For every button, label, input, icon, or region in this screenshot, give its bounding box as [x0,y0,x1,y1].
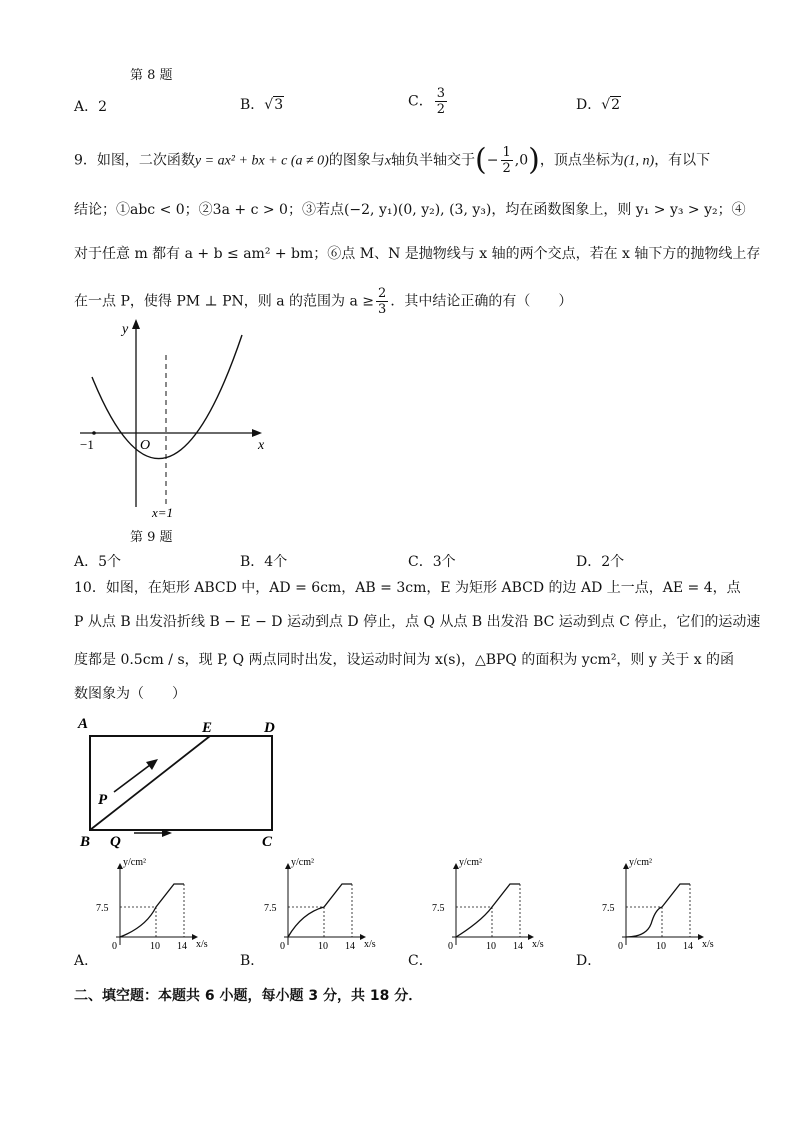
y-label: y [122,322,129,337]
p-arrow-head [146,759,158,770]
label-p: P [98,792,108,808]
label-q: Q [110,834,121,850]
graph-y-value: 7.5 [96,903,109,914]
graph-y-unit: y/cm² [629,857,652,868]
graph-y-unit: y/cm² [291,857,314,868]
graph-origin: 0 [112,941,117,952]
graph-curve [288,884,352,937]
graph-y-unit: y/cm² [123,857,146,868]
label-e: E [202,720,213,736]
graph-x10: 10 [486,941,496,952]
q10-option-b[interactable]: B． [240,953,265,969]
q10-graph-a [90,855,220,955]
graph-x10: 10 [150,941,160,952]
q10-option-a[interactable]: A． [74,953,99,969]
fraction-3-2: $\frac{3}{2}$ [436,86,445,117]
x-axis-arrow [252,429,262,437]
minus-one-label: −1 [80,437,94,452]
option-letter: B． [240,97,265,113]
q9-parabola-figure [72,315,282,520]
graph-x14: 14 [177,941,187,952]
graph-curve [120,884,184,937]
q10-rectangle-figure [72,712,292,850]
fraction-2-3: $\frac{2}{3}$ [378,286,387,317]
option-value: 2 [98,99,108,115]
graph-x-unit: x/s [196,939,208,950]
graph-curve [626,884,690,937]
x-label: x [258,438,265,453]
q8-option-a[interactable] [74,96,107,116]
origin-label: O [140,438,151,453]
q8-caption: 第 8 题 [130,68,173,83]
label-a: A [78,716,89,732]
graph-x-unit: x/s [702,939,714,950]
q9-function: y = ax² + bx + c (a ≠ 0) [194,153,329,169]
q9-vertex: (1, n) [623,153,655,169]
q10-option-c[interactable]: C． [408,953,433,969]
graph-x14: 14 [513,941,523,952]
q8-option-c[interactable] [408,86,449,117]
q9-option-c[interactable]: C．3个 [408,554,456,570]
q10-line-1: 10．如图，在矩形 ABCD 中，AD = 6cm，AB = 3cm，E 为矩形 ABCD 的边 AD 上一点，AE = 4，点 [74,580,741,596]
q10-graph-c [426,855,556,955]
graph-y-value: 7.5 [432,903,445,914]
graph-y-unit: y/cm² [459,857,482,868]
graph-y-value: 7.5 [264,903,277,914]
q9-line-2: 结论；①abc < 0；②3a + c > 0；③若点(−2, y₁)(0, y₂), (3, y₃)，均在函数图象上，则 y₁ > y₃ > y₂；④ [74,202,746,218]
q8-option-d[interactable] [576,94,621,114]
graph-x10: 10 [318,941,328,952]
graph-x-unit: x/s [364,939,376,950]
graph-x14: 14 [683,941,693,952]
q10-graph-d [596,855,726,955]
q10-line-2: P 从点 B 出发沿折线 B − E − D 运动到点 D 停止，点 Q 从点 B 出发沿 BC 运动到点 C 停止，它们的运动速 [74,614,761,630]
graph-origin: 0 [618,941,623,952]
sqrt-3: √3 [264,97,284,113]
q10-line-3: 度都是 0.5cm / s，现 P, Q 两点同时出发，设运动时间为 x(s)，△BPQ 的面积为 ycm²，则 y 关于 x 的函 [74,652,735,668]
parabola-curve [92,335,242,459]
option-letter: D． [576,97,602,113]
q9-line-3: 对于任意 m 都有 a + b ≤ am² + bm；⑥点 M、N 是抛物线与 x 轴的两个交点，若在 x 轴下方的抛物线上存 [74,246,761,262]
rectangle-abcd [90,736,272,830]
q9-line-4: 在一点 P，使得 PM ⊥ PN，则 a 的范围为 a ≥ $\frac{2}{3}$ ．其中结论正确的有（ ） [74,286,573,317]
point-minus-one [92,431,96,435]
graph-origin: 0 [448,941,453,952]
q8-option-b[interactable] [240,94,284,114]
axis-eq-label: x=1 [152,505,174,520]
q9-option-b[interactable]: B．4个 [240,554,288,570]
q9-line-1: 9．如图，二次函数y = ax² + bx + c (a ≠ 0)的图象与x轴负半轴交于(− $\frac{1}{2}$ ,0)，顶点坐标为(1, n)，有以下 [74,142,711,178]
segment-be [90,736,210,830]
q10-graph-b [258,855,388,955]
label-c: C [262,834,273,850]
graph-x-unit: x/s [532,939,544,950]
graph-origin: 0 [280,941,285,952]
q10-line-4: 数图象为（ ） [74,686,186,702]
y-axis-arrow [132,319,140,329]
section-2-header: 二、填空题：本题共 6 小题，每小题 3 分，共 18 分． [74,988,423,1004]
q9-caption: 第 9 题 [130,530,173,545]
option-letter: A． [74,99,99,115]
label-b: B [80,834,91,850]
p-direction-arrow [114,762,154,792]
label-d: D [264,720,275,736]
sqrt-2: √2 [601,97,621,113]
graph-x14: 14 [345,941,355,952]
option-letter: C． [408,93,433,110]
graph-y-value: 7.5 [602,903,615,914]
q10-option-d[interactable]: D． [576,953,602,969]
fraction-1-2: $\frac{1}{2}$ [502,145,511,176]
q9-option-a[interactable]: A．5个 [74,554,122,570]
graph-x10: 10 [656,941,666,952]
graph-curve [456,884,520,937]
q9-option-d[interactable]: D．2个 [576,554,625,570]
